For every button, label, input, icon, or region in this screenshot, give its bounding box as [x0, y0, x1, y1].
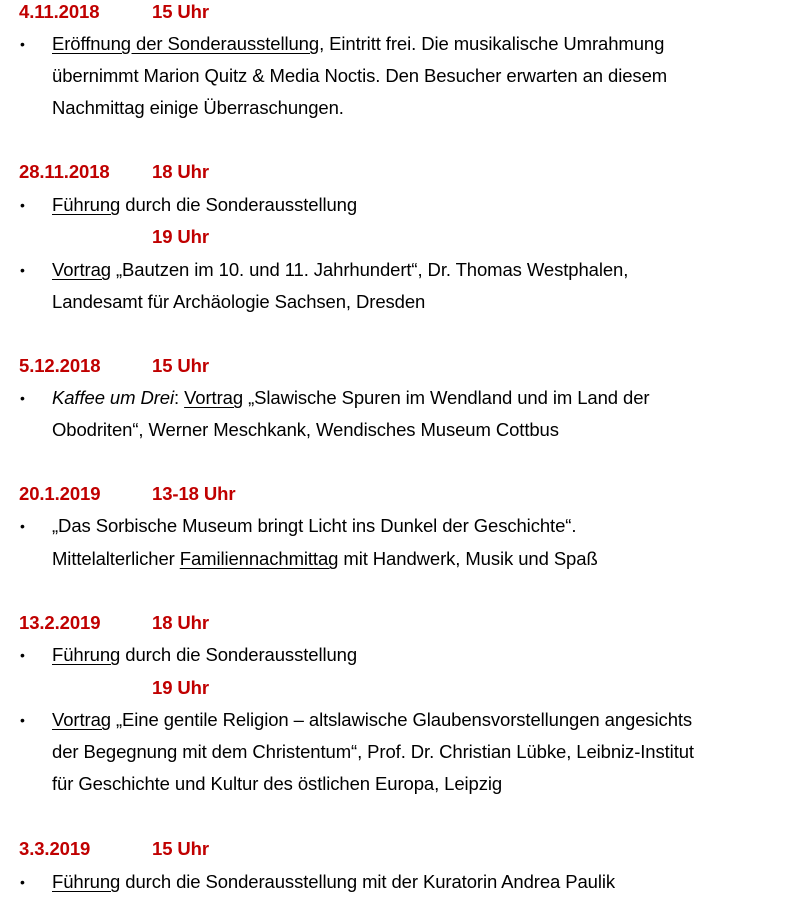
event-date: 4.11.2018: [19, 1, 100, 22]
event-link[interactable]: Vortrag: [184, 387, 244, 408]
event-time: 15 Uhr: [152, 355, 209, 376]
event-link[interactable]: Führung: [52, 644, 121, 665]
event-description: Landesamt für Archäologie Sachsen, Dresden: [52, 291, 426, 312]
bullet-icon: •: [20, 390, 25, 406]
bullet-icon: •: [20, 518, 25, 534]
event-description: „Das Sorbische Museum bringt Licht ins Dunkel der Geschichte“.: [52, 515, 577, 536]
event-description: Nachmittag einige Überraschungen.: [52, 97, 344, 118]
event-date: 5.12.2018: [19, 355, 101, 376]
event-link[interactable]: Führung: [52, 871, 121, 892]
bullet-icon: •: [20, 197, 25, 213]
event-link[interactable]: Familiennachmittag: [179, 548, 339, 569]
event-time: 18 Uhr: [152, 612, 209, 633]
bullet-icon: •: [20, 36, 25, 52]
event-link[interactable]: Führung: [52, 194, 121, 215]
event-description: für Geschichte und Kultur des östlichen Europa, Leipzig: [52, 773, 503, 794]
event-link[interactable]: Vortrag: [52, 709, 111, 730]
event-date: 13.2.2019: [19, 612, 101, 633]
event-time: 18 Uhr: [152, 161, 209, 182]
bullet-icon: •: [20, 712, 25, 728]
event-series-label: Kaffee um Drei: [52, 387, 174, 408]
event-time: 15 Uhr: [152, 1, 209, 22]
event-link[interactable]: Vortrag: [52, 259, 111, 280]
event-time: 15 Uhr: [152, 838, 209, 859]
event-time: 19 Uhr: [152, 226, 209, 247]
event-description: der Begegnung mit dem Christentum“, Prof. Dr. Christian Lübke, Leibniz-Institut: [52, 741, 694, 762]
bullet-icon: •: [20, 874, 25, 890]
event-description: Obodriten“, Werner Meschkank, Wendisches Museum Cottbus: [52, 419, 559, 440]
event-link[interactable]: Eröffnung der Sonderausstellung: [52, 33, 320, 54]
bullet-icon: •: [20, 262, 25, 278]
event-schedule: 4.11.2018 15 Uhr • Eröffnung der Sonderausstellung, Eintritt frei. Die musikalische Umrahmung übernimmt Marion Quitz & Media Noctis. Den Besucher erwarten an diesem Nachmittag einige Überraschungen. 28.11.2018 18 Uhr • Führung durch die Sonderausstellung 19 Uhr • Vortrag „Bautzen im 10. und 11. Jahrhundert“, Dr. Thomas Westphalen, Landesamt für Archäologie Sachsen, Dresden 5.12.2018 15 Uhr • Kaffee um Drei: Vortrag „Slawische Spuren im Wendland und im Land der Obodriten“, Werner Meschkank, Wendisches Museum Cottbus 20.1.2019 13-18 Uhr • „Das Sorbische Museum bringt Licht ins Dunkel der Geschichte“. Mittelalterlicher Familiennachmittag mit Handwerk, Musik und Spaß 13.2.2019 18 Uhr • Führung durch die Sonderausstellung 19 Uhr • Vortrag „Eine gentile Religion – altslawische Glaubensvorstellungen angesichts der Begegnung mit dem Christentum“, Prof. Dr. Christian Lübke, Leibniz-Institut für Geschichte und Kultur des östlichen Europa, Leipzig 3.3.2019 15 Uhr • Führung durch die Sonderausstellung mit der Kuratorin Andrea Paulik: [0, 0, 800, 900]
event-date: 28.11.2018: [19, 161, 110, 182]
event-time: 13-18 Uhr: [152, 483, 236, 504]
event-description: übernimmt Marion Quitz & Media Noctis. Den Besucher erwarten an diesem: [52, 65, 668, 86]
event-date: 20.1.2019: [19, 483, 101, 504]
event-time: 19 Uhr: [152, 677, 209, 698]
event-date: 3.3.2019: [19, 838, 91, 859]
bullet-icon: •: [20, 647, 25, 663]
